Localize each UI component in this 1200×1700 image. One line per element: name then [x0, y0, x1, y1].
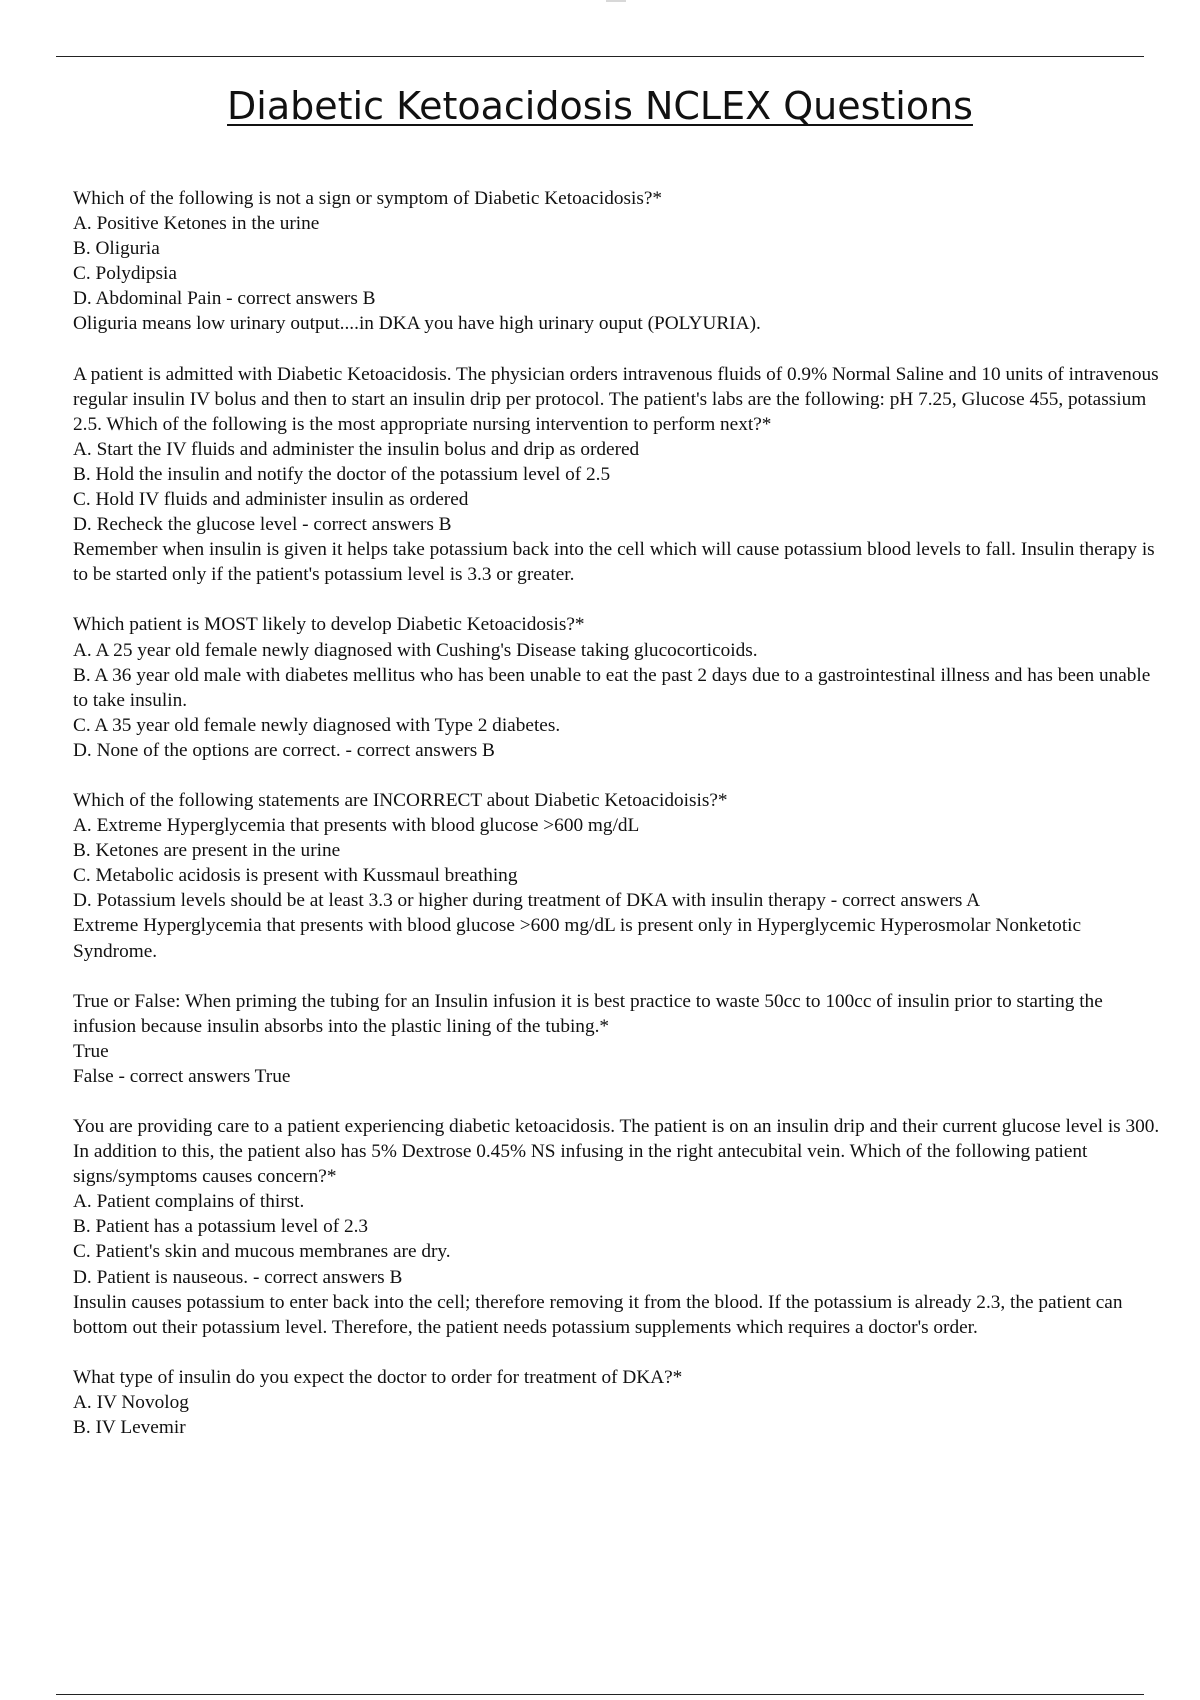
question-block-2 [73, 362, 1163, 588]
answer-option-b: B. A 36 year old male with diabetes mellitus who has been unable to eat the past 2 days due to a gastrointestinal illness and has been unable to take insulin. [73, 664, 1151, 711]
answer-option-c: C. Patient's skin and mucous membranes are dry. [73, 1241, 451, 1263]
question-block-5 [73, 989, 1163, 1089]
answer-option-true: True [73, 1040, 109, 1062]
footer-rule [56, 1694, 1144, 1695]
answer-option-a: A. A 25 year old female newly diagnosed with Cushing's Disease taking glucocorticoids. [73, 639, 758, 661]
rationale: Remember when insulin is given it helps take potassium back into the cell which will cause potassium blood levels to fall. Insulin therapy is to be started only if the patient's potassium level is 3.3 or greater. [73, 539, 1155, 586]
rationale: Extreme Hyperglycemia that presents with blood glucose >600 mg/dL is present only in Hyperglycemic Hyperosmolar Nonketotic Syndrome. [73, 915, 1082, 962]
question-text: What type of insulin do you expect the doctor to order for treatment of DKA?* [73, 1366, 683, 1388]
answer-option-c: C. Polydipsia [73, 263, 177, 285]
page-top-mark [606, 0, 626, 2]
answer-option-a: A. Patient complains of thirst. [73, 1191, 305, 1213]
answer-option-a: A. Extreme Hyperglycemia that presents with blood glucose >600 mg/dL [73, 815, 640, 837]
answer-option-b: B. Hold the insulin and notify the doctor of the potassium level of 2.5 [73, 463, 611, 485]
answer-option-b: B. IV Levemir [73, 1417, 186, 1439]
answer-option-d: D. None of the options are correct. - correct answers B [73, 739, 495, 761]
question-block-6 [73, 1114, 1163, 1340]
rationale: Oliguria means low urinary output....in DKA you have high urinary ouput (POLYURIA). [73, 313, 761, 335]
answer-option-c: C. Metabolic acidosis is present with Kussmaul breathing [73, 865, 518, 887]
answer-option-a: A. Positive Ketones in the urine [73, 213, 320, 235]
answer-option-b: B. Patient has a potassium level of 2.3 [73, 1216, 369, 1238]
question-text: Which of the following statements are INCORRECT about Diabetic Ketoacidoisis?* [73, 789, 728, 811]
question-text: Which of the following is not a sign or symptom of Diabetic Ketoacidosis?* [73, 188, 663, 209]
question-block-3 [73, 612, 1163, 763]
question-text: A patient is admitted with Diabetic Ketoacidosis. The physician orders intravenous fluids of 0.9% Normal Saline and 10 units of intravenous regular insulin IV bolus and then to start an insulin drip per protocol. The patient's labs are the following: pH 7.25, Glucose 455, potassium 2.5. Which of the following is the most appropriate nursing intervention to perform next?* [73, 363, 1159, 435]
answer-option-c: C. A 35 year old female newly diagnosed with Type 2 diabetes. [73, 714, 561, 736]
page-title: Diabetic Ketoacidosis NCLEX Questions [227, 84, 973, 128]
answer-option-b: B. Ketones are present in the urine [73, 840, 341, 862]
question-block-1 [73, 186, 1163, 337]
answer-option-b: B. Oliguria [73, 238, 160, 260]
question-text: True or False: When priming the tubing for an Insulin infusion it is best practice to waste 50cc to 100cc of insulin prior to starting the infusion because insulin absorbs into the plastic lining of the tubing.* [73, 990, 1103, 1037]
header-rule [56, 56, 1144, 57]
answer-option-d: D. Recheck the glucose level - correct answers B [73, 514, 452, 536]
question-text: You are providing care to a patient experiencing diabetic ketoacidosis. The patient is on an insulin drip and their current glucose level is 300. In addition to this, the patient also has 5% Dextrose 0.45% NS infusing in the right antecubital vein. Which of the following patient signs/symptoms causes concern?* [73, 1116, 1160, 1188]
question-block-4 [73, 788, 1163, 964]
answer-option-d: D. Abdominal Pain - correct answers B [73, 288, 376, 310]
answer-option-false: False - correct answers True [73, 1065, 291, 1087]
question-block-7 [73, 1365, 1163, 1440]
rationale: Insulin causes potassium to enter back into the cell; therefore removing it from the blood. If the potassium is already 2.3, the patient can bottom out their potassium level. Therefore, the patient needs potassium supplements which requires a doctor's order. [73, 1291, 1123, 1338]
answer-option-a: A. IV Novolog [73, 1391, 189, 1413]
answer-option-d: D. Potassium levels should be at least 3.3 or higher during treatment of DKA with insulin therapy - correct answers A [73, 890, 981, 912]
question-text: Which patient is MOST likely to develop Diabetic Ketoacidosis?* [73, 614, 585, 636]
answer-option-c: C. Hold IV fluids and administer insulin as ordered [73, 489, 469, 511]
document-body [73, 186, 1163, 1465]
answer-option-a: A. Start the IV fluids and administer the insulin bolus and drip as ordered [73, 438, 640, 460]
answer-option-d: D. Patient is nauseous. - correct answers B [73, 1266, 403, 1288]
